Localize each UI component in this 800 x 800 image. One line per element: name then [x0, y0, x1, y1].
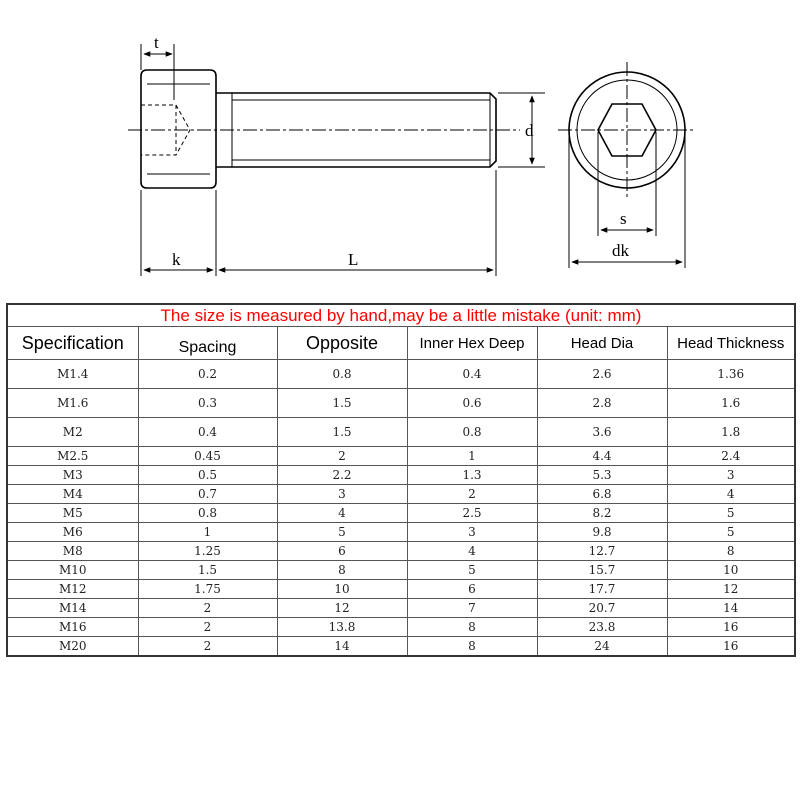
opposite-cell: 2.2: [277, 466, 407, 485]
screw-head: [141, 70, 216, 188]
head-thickness-cell: 14: [667, 599, 795, 618]
header-head-dia: Head Dia: [537, 327, 667, 360]
spacing-cell: 0.5: [138, 466, 277, 485]
inner-hex-deep-cell: 5: [407, 561, 537, 580]
head-thickness-cell: 2.4: [667, 447, 795, 466]
inner-hex-deep-cell: 0.4: [407, 360, 537, 389]
head-thickness-cell: 1.6: [667, 389, 795, 418]
inner-hex-deep-cell: 4: [407, 542, 537, 561]
head-thickness-cell: 4: [667, 485, 795, 504]
table-row: [7, 580, 795, 599]
spacing-cell: 2: [138, 599, 277, 618]
header-spacing: Spacing: [138, 327, 277, 360]
spacing-cell: 1.25: [138, 542, 277, 561]
head-thickness-cell: 1.8: [667, 418, 795, 447]
header-specification: Specification: [7, 327, 138, 360]
table-row: [7, 360, 795, 389]
opposite-cell: 4: [277, 504, 407, 523]
head-dia-cell: 20.7: [537, 599, 667, 618]
opposite-cell: 2: [277, 447, 407, 466]
label-d: d: [525, 121, 534, 140]
opposite-cell: 3: [277, 485, 407, 504]
opposite-cell: 0.8: [277, 360, 407, 389]
screw-dimension-diagram: [0, 0, 800, 300]
table-header-row: [7, 327, 795, 360]
inner-hex-deep-cell: 0.6: [407, 389, 537, 418]
header-inner-hex-deep: Inner Hex Deep: [407, 327, 537, 360]
inner-hex-deep-cell: 7: [407, 599, 537, 618]
table-row: [7, 447, 795, 466]
table-row: [7, 561, 795, 580]
opposite-cell: 8: [277, 561, 407, 580]
table-row: [7, 523, 795, 542]
table-row: [7, 599, 795, 618]
label-t: t: [154, 33, 159, 52]
head-dia-cell: 15.7: [537, 561, 667, 580]
head-dia-cell: 2.6: [537, 360, 667, 389]
spacing-cell: 0.7: [138, 485, 277, 504]
head-thickness-cell: 8: [667, 542, 795, 561]
measurement-notice: The size is measured by hand,may be a little mistake (unit: mm): [7, 304, 795, 327]
table-row: [7, 637, 795, 657]
inner-hex-deep-cell: 0.8: [407, 418, 537, 447]
inner-hex-deep-cell: 8: [407, 618, 537, 637]
head-thickness-cell: 16: [667, 618, 795, 637]
head-thickness-cell: 10: [667, 561, 795, 580]
header-opposite: Opposite: [277, 327, 407, 360]
label-k: k: [172, 250, 181, 269]
spacing-cell: 0.3: [138, 389, 277, 418]
head-dia-cell: 3.6: [537, 418, 667, 447]
opposite-cell: 12: [277, 599, 407, 618]
head-thickness-cell: 3: [667, 466, 795, 485]
opposite-cell: 10: [277, 580, 407, 599]
opposite-cell: 14: [277, 637, 407, 657]
head-thickness-cell: 5: [667, 523, 795, 542]
label-L: L: [348, 250, 359, 269]
table-row: [7, 418, 795, 447]
table-row: [7, 466, 795, 485]
header-head-thickness: Head Thickness: [667, 327, 795, 360]
opposite-cell: 6: [277, 542, 407, 561]
spec-cell: M8: [7, 542, 138, 561]
head-dia-cell: 24: [537, 637, 667, 657]
head-dia-cell: 4.4: [537, 447, 667, 466]
spec-cell: M6: [7, 523, 138, 542]
opposite-cell: 5: [277, 523, 407, 542]
table-row: [7, 504, 795, 523]
inner-hex-deep-cell: 8: [407, 637, 537, 657]
head-thickness-cell: 1.36: [667, 360, 795, 389]
spec-cell: M1.6: [7, 389, 138, 418]
spacing-cell: 0.45: [138, 447, 277, 466]
spec-cell: M16: [7, 618, 138, 637]
table-row: [7, 618, 795, 637]
opposite-cell: 1.5: [277, 389, 407, 418]
head-dia-cell: 17.7: [537, 580, 667, 599]
spacing-cell: 1: [138, 523, 277, 542]
inner-hex-deep-cell: 1.3: [407, 466, 537, 485]
inner-hex-deep-cell: 2.5: [407, 504, 537, 523]
spec-cell: M1.4: [7, 360, 138, 389]
spec-cell: M3: [7, 466, 138, 485]
head-dia-cell: 2.8: [537, 389, 667, 418]
spacing-cell: 1.75: [138, 580, 277, 599]
inner-hex-deep-cell: 6: [407, 580, 537, 599]
label-s: s: [620, 209, 627, 228]
spec-cell: M12: [7, 580, 138, 599]
spec-cell: M2.5: [7, 447, 138, 466]
head-dia-cell: 8.2: [537, 504, 667, 523]
spec-cell: M14: [7, 599, 138, 618]
head-dia-cell: 9.8: [537, 523, 667, 542]
spacing-cell: 2: [138, 618, 277, 637]
spec-cell: M20: [7, 637, 138, 657]
table-row: [7, 389, 795, 418]
spec-cell: M4: [7, 485, 138, 504]
inner-hex-deep-cell: 2: [407, 485, 537, 504]
head-dia-cell: 5.3: [537, 466, 667, 485]
spec-cell: M5: [7, 504, 138, 523]
table-row: [7, 542, 795, 561]
inner-hex-deep-cell: 1: [407, 447, 537, 466]
spacing-cell: 1.5: [138, 561, 277, 580]
head-thickness-cell: 16: [667, 637, 795, 657]
head-dia-cell: 23.8: [537, 618, 667, 637]
spacing-cell: 0.8: [138, 504, 277, 523]
inner-hex-deep-cell: 3: [407, 523, 537, 542]
spacing-cell: 2: [138, 637, 277, 657]
opposite-cell: 13.8: [277, 618, 407, 637]
table-row: [7, 485, 795, 504]
spec-cell: M2: [7, 418, 138, 447]
label-dk: dk: [612, 241, 629, 260]
head-dia-cell: 6.8: [537, 485, 667, 504]
head-thickness-cell: 12: [667, 580, 795, 599]
spacing-cell: 0.4: [138, 418, 277, 447]
head-dia-cell: 12.7: [537, 542, 667, 561]
spacing-cell: 0.2: [138, 360, 277, 389]
spec-cell: M10: [7, 561, 138, 580]
head-thickness-cell: 5: [667, 504, 795, 523]
opposite-cell: 1.5: [277, 418, 407, 447]
size-spec-table: [6, 303, 796, 657]
